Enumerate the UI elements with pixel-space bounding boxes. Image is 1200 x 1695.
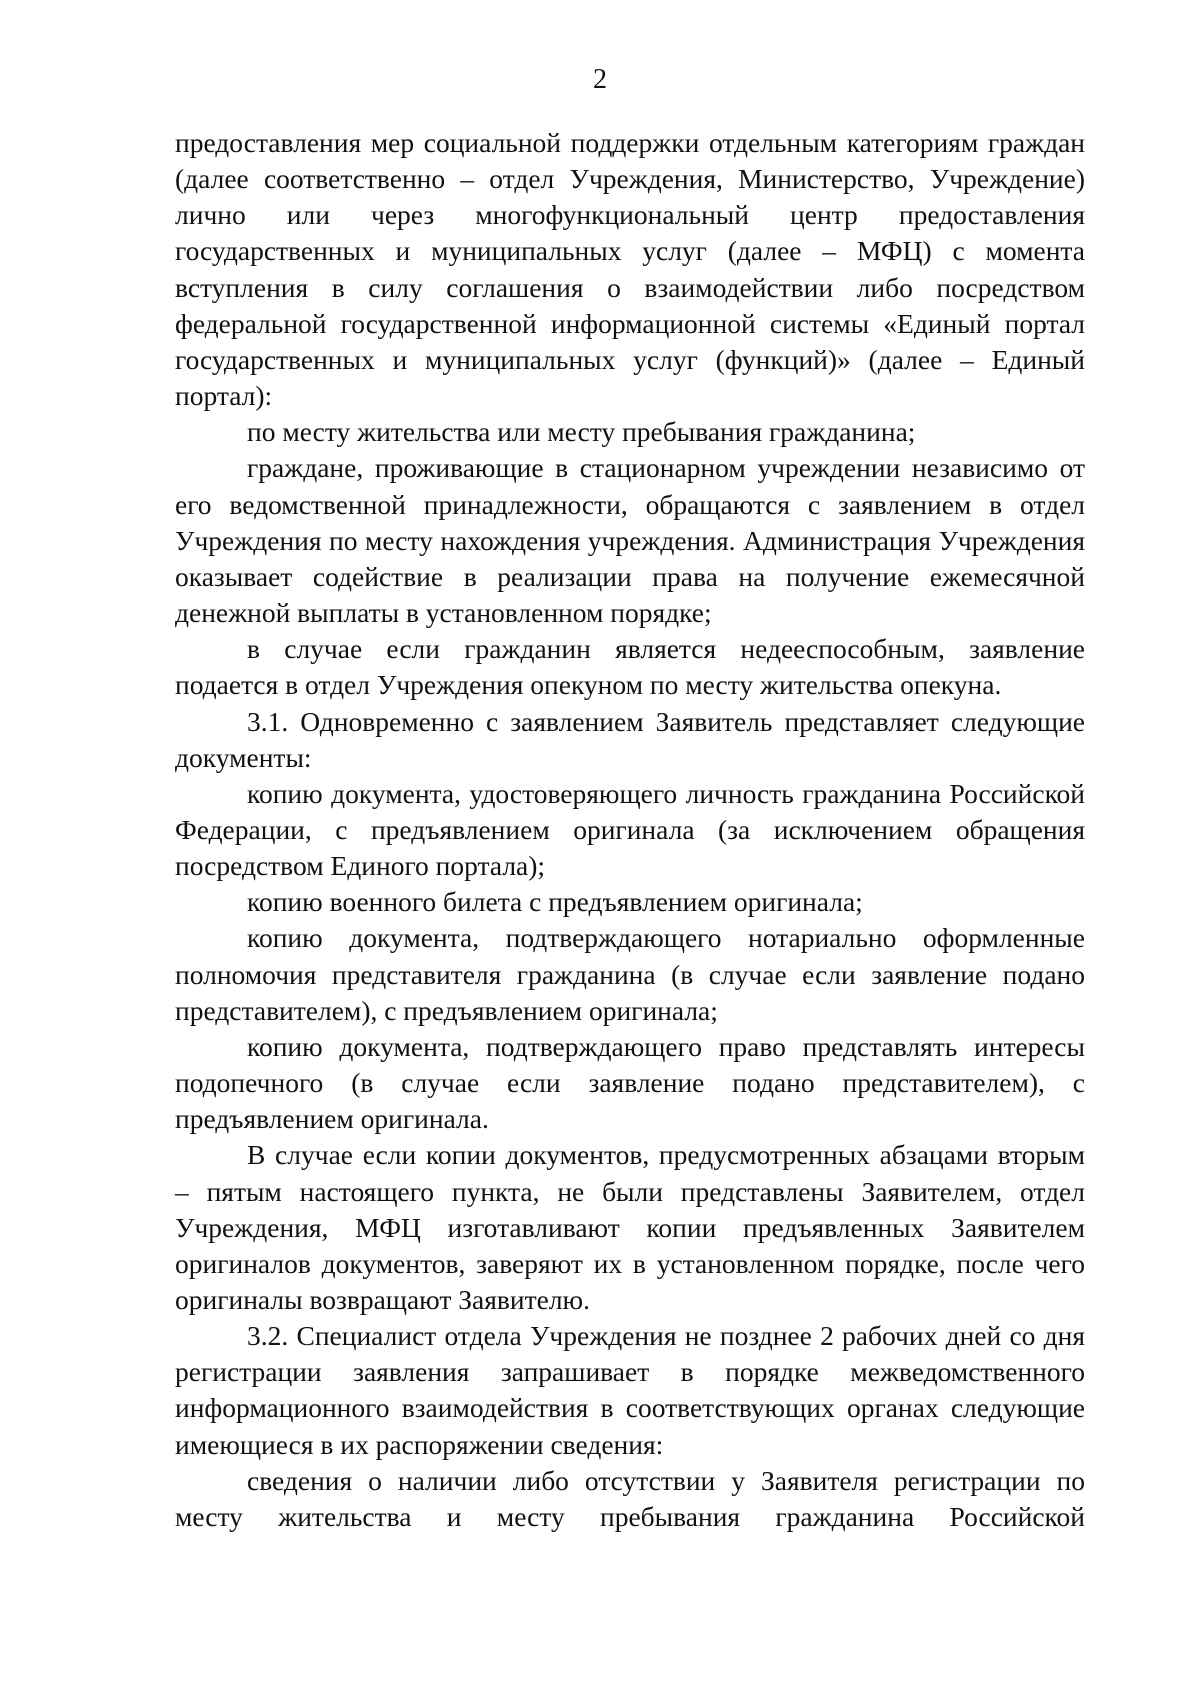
paragraph-3-2: 3.2. Специалист отдела Учреждения не позднее 2 рабочих дней со дня регистрации заявления запрашивает в порядке межведомственного информационного взаимодействия в соответствующих органах следующие имеющиеся в их распоряжении сведения: [175,1320,1085,1460]
paragraph-copies: В случае если копии документов, предусмотренных абзацами вторым – пятым настоящего пункта, не были представлены Заявителем, отдел Учреждения, МФЦ изготавливают копии предъявленных Заявителем оригиналов документов, заверяют их в установленном порядке, после чего оригиналы возвращают Заявителю. [175,1139,1085,1315]
paragraph-3-1: 3.1. Одновременно с заявлением Заявитель представляет следующие документы: [175,705,1085,773]
paragraph-incapacitated: в случае если гражданин является недееспособным, заявление подается в отдел Учреждения опекуном по месту жительства опекуна. [175,633,1085,701]
page-number: 2 [593,64,607,95]
paragraph-registration-info: сведения о наличии либо отсутствии у Заявителя регистрации по месту жительства и месту пребывания гражданина Российской [175,1464,1085,1532]
document-body [175,125,1085,1535]
paragraph-military-id: копию военного билета с предъявлением оригинала; [247,886,863,918]
paragraph-inpatient-institution: граждане, проживающие в стационарном учреждении независимо от его ведомственной принадлежности, обращаются с заявлением в отдел Учреждения по месту нахождения учреждения. Администрация Учреждения оказывает содействие в реализации права на получение ежемесячной денежной выплаты в установленном порядке; [175,452,1085,629]
paragraph-ward-interests: копию документа, подтверждающего право представлять интересы подопечного (в случае если заявление подано представителем), с предъявлением оригинала. [175,1030,1085,1135]
paragraph-representative-authority: копию документа, подтверждающего нотариально оформленные полномочия представителя гражданина (в случае если заявление подано представителем), с предъявлением оригинала; [175,922,1085,1026]
paragraph-residence: по месту жительства или месту пребывания гражданина; [247,416,916,448]
paragraph-identity-document: копию документа, удостоверяющего личность гражданина Российской Федерации, с предъявлением оригинала (за исключением обращения посредством Единого портала); [175,777,1085,882]
paragraph-intro: предоставления мер социальной поддержки отдельным категориям граждан (далее соответственно – отдел Учреждения, Министерство, Учреждение) лично или через многофункциональный центр предоставления государственных и муниципальных услуг (далее – МФЦ) с момента вступления в силу соглашения о взаимодействии либо посредством федеральной государственной информационной системы «Единый портал государственных и муниципальных услуг (функций)» (далее – Единый портал): [175,127,1085,412]
